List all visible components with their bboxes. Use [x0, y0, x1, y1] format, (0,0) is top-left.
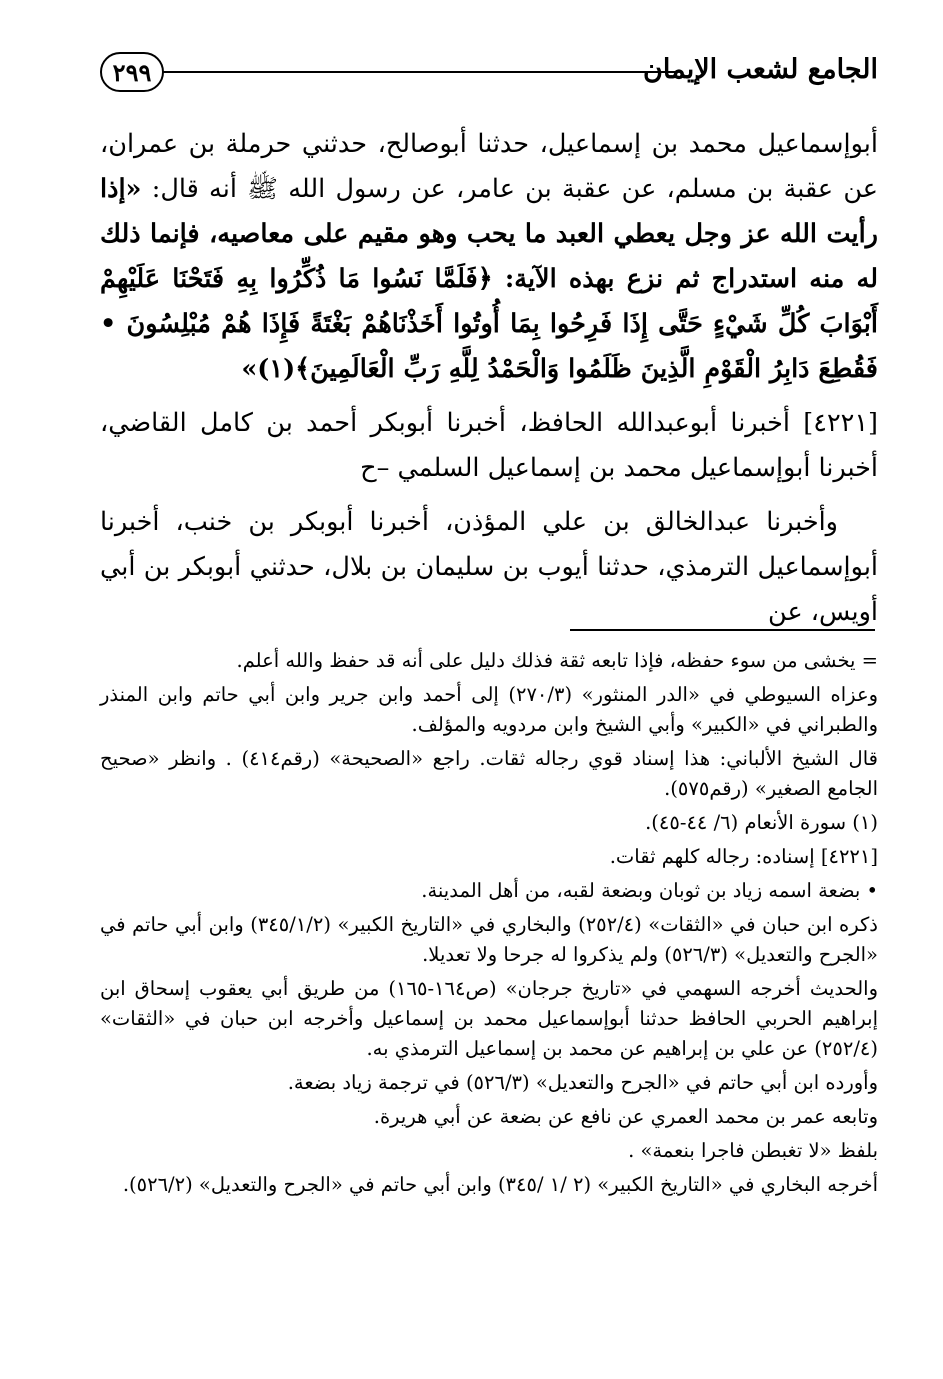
page-number: ٢٩٩ — [100, 52, 164, 92]
footnote-line: والحديث أخرجه السهمي في «تاريخ جرجان» (ص١٦٤-١٦٥) من طريق أبي يعقوب إسحاق ابن إبراهيم الحربي الحافظ حدثنا أبوإسماعيل محمد بن إسماعيل وأخرجه ابن حبان في «الثقات» (٢٥٢/٤) عن علي بن إبراهيم عن محمد بن إسماعيل الترمذي به. — [100, 977, 878, 1060]
footnote-line: وأورده ابن أبي حاتم في «الجرح والتعديل» (٥٢٦/٣) في ترجمة زياد بضعة. — [287, 1071, 878, 1094]
isnad-continuation-paragraph: وأخبرنا عبدالخالق بن علي المؤذن، أخبرنا أبوبكر بن خنب، أخبرنا أبوإسماعيل الترمذي، حدثنا أيوب بن سليمان بن بلال، حدثني أبوبكر بن أبي أويس، عن — [100, 507, 878, 627]
footnote-line: بلفظ «لا تغبطن فاجرا بنعمة» . — [628, 1139, 878, 1162]
hadith-paragraph — [100, 122, 878, 392]
isnad-text: أبوإسماعيل محمد بن إسماعيل، حدثنا أبوصالح، حدثني حرملة بن عمران، عن عقبة بن مسلم، عن عقبة بن عامر، عن رسول الله ﷺ أنه قال: — [100, 129, 878, 204]
footnotes — [100, 646, 878, 1204]
footnote-line: (١) سورة الأنعام (٦/ ٤٤-٤٥). — [645, 811, 878, 834]
footnote-separator — [570, 629, 875, 631]
page-header — [100, 52, 878, 96]
footnote-line: أخرجه البخاري في «التاريخ الكبير» (٢ /١ /٣٤٥) وابن أبي حاتم في «الجرح والتعديل» (٥٢٦/٢). — [122, 1173, 878, 1196]
footnote-line: ذكره ابن حبان في «الثقات» (٢٥٢/٤) والبخاري في «التاريخ الكبير» (٣٤٥/١/٢) وابن أبي حاتم في «الجرح والتعديل» (٥٢٦/٣) ولم يذكروا له جرحا ولا تعديلا. — [100, 913, 878, 966]
header-rule — [162, 71, 678, 73]
footnote-line: = يخشى من سوء حفظه، فإذا تابعه ثقة فذلك دليل على أنه قد حفظ والله أعلم. — [236, 649, 878, 672]
running-title: الجامع لشعب الإيمان — [643, 54, 878, 85]
footnote-line: وتابعه عمر بن محمد العمري عن نافع عن بضعة عن أبي هريرة. — [373, 1105, 878, 1128]
main-text — [100, 122, 878, 644]
footnote-line: قال الشيخ الألباني: هذا إسناد قوي رجاله ثقات. راجع «الصحيحة» (رقم٤١٤) . وانظر «صحيح الجامع الصغير» (رقم٥٧٥). — [100, 747, 878, 800]
matn-text: «إذا رأيت الله عز وجل يعطي العبد ما يحب وهو مقيم على معاصيه، فإنما ذلك له منه استدراج ثم نزع بهذه الآية: ﴿فَلَمَّا نَسُوا مَا ذُكِّرُوا بِهِ فَتَحْنَا عَلَيْهِمْ أَبْوَابَ كُلِّ شَيْءٍ حَتَّى إِذَا فَرِحُوا بِمَا أُوتُوا أَخَذْنَاهُمْ بَغْتَةً فَإِذَا هُمْ مُبْلِسُونَ • فَقُطِعَ دَابِرُ الْقَوْمِ الَّذِينَ ظَلَمُوا وَالْحَمْدُ لِلَّهِ رَبِّ الْعَالَمِينَ﴾(١)» — [100, 174, 878, 384]
footnote-line: وعزاه السيوطي في «الدر المنثور» (٢٧٠/٣) إلى أحمد وابن جرير وابن أبي حاتم وابن المنذر والطبراني في «الكبير» وأبي الشيخ وابن مردويه والمؤلف. — [100, 683, 878, 736]
footnote-line: [٤٢٢١] إسناده: رجاله كلهم ثقات. — [609, 845, 878, 868]
footnote-line: • بضعة اسمه زياد بن ثوبان وبضعة لقبه، من أهل المدينة. — [421, 879, 878, 902]
hadith-4221-paragraph: [٤٢٢١] أخبرنا أبوعبدالله الحافظ، أخبرنا أبوبكر أحمد بن كامل القاضي، أخبرنا أبوإسماعيل محمد بن إسماعيل السلمي –ح — [100, 408, 878, 483]
